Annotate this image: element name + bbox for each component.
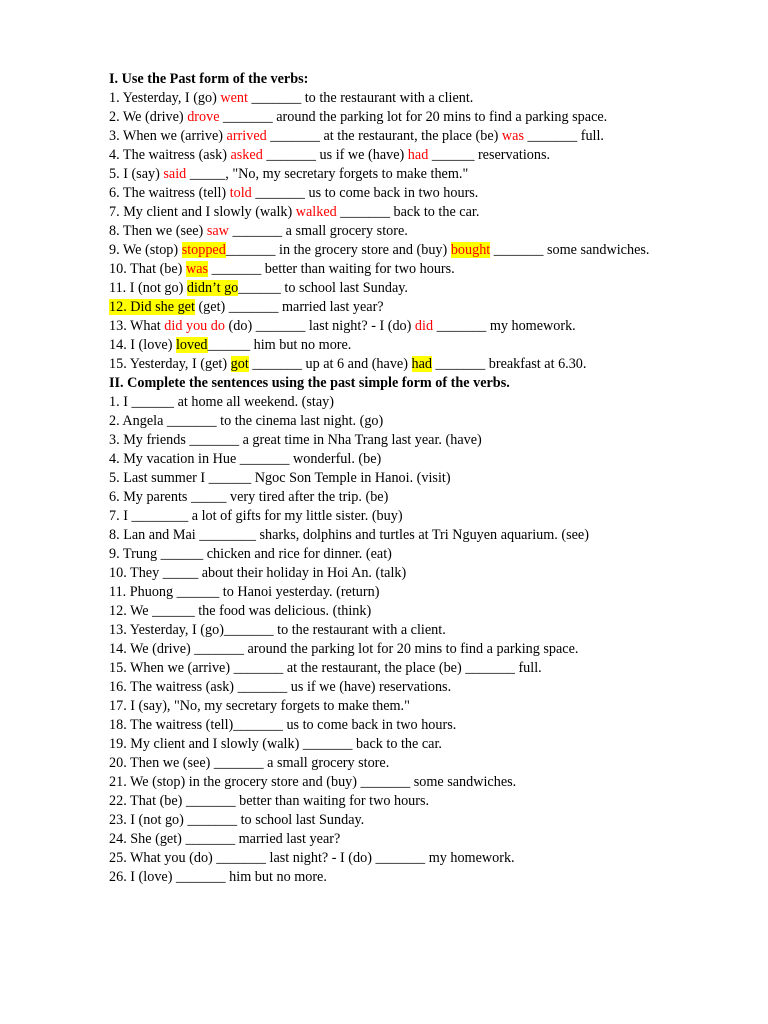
answer-text: saw <box>206 223 229 239</box>
sentence-text: (do) _______ last night? - I (do) <box>225 318 415 334</box>
exercise-item <box>109 146 749 165</box>
answer-text: drove <box>187 109 220 125</box>
exercise-item: 24. She (get) _______ married last year? <box>109 831 341 847</box>
sentence-text: 13. What <box>109 318 165 334</box>
sentence-text: 14. I (love) <box>109 337 176 353</box>
answer-text: walked <box>295 204 337 220</box>
sentence-text: _______ around the parking lot for 20 mins to find a parking space. <box>219 109 608 125</box>
exercise-item <box>109 355 749 374</box>
answer-text: asked <box>230 147 263 163</box>
exercise-item: 3. My friends _______ a great time in Nha Trang last year. (have) <box>109 432 482 448</box>
exercise-item: 18. The waitress (tell)_______ us to come back in two hours. <box>109 717 457 733</box>
answer-text: loved <box>175 337 208 353</box>
exercise-item: 4. My vacation in Hue _______ wonderful. (be) <box>109 451 382 467</box>
sentence-text: _______ us to come back in two hours. <box>251 185 479 201</box>
answer-text: did <box>414 318 434 334</box>
sentence-text: _______ breakfast at 6.30. <box>432 356 587 372</box>
exercise-item: 16. The waitress (ask) _______ us if we (have) reservations. <box>109 679 452 695</box>
sentence-text: 5. I (say) <box>109 166 164 182</box>
exercise-item: 23. I (not go) _______ to school last Sunday. <box>109 812 365 828</box>
sentence-text: _______ my homework. <box>433 318 576 334</box>
sentence-text: 9. We (stop) <box>109 242 182 258</box>
sentence-text: _______ some sandwiches. <box>490 242 650 258</box>
answer-text: stopped <box>181 242 226 258</box>
exercise-item: 6. My parents _____ very tired after the trip. (be) <box>109 489 389 505</box>
exercise-item: 13. Yesterday, I (go)_______ to the restaurant with a client. <box>109 622 446 638</box>
exercise-item <box>109 222 749 241</box>
answer-text: told <box>229 185 252 201</box>
answer-text: was <box>501 128 524 144</box>
exercise-item: 14. We (drive) _______ around the parking lot for 20 mins to find a parking space. <box>109 641 579 657</box>
exercise-item <box>109 317 749 336</box>
exercise-item <box>109 298 749 317</box>
exercise-item <box>109 89 749 108</box>
exercise-item: 1. I ______ at home all weekend. (stay) <box>109 394 334 410</box>
sentence-text: _______ at the restaurant, the place (be) <box>266 128 502 144</box>
sentence-text: _____, "No, my secretary forgets to make them." <box>186 166 469 182</box>
answer-text: arrived <box>226 128 267 144</box>
section-2-exercise-list <box>109 393 749 887</box>
exercise-item <box>109 279 749 298</box>
sentence-text: 15. Yesterday, I (get) <box>109 356 231 372</box>
answer-text: went <box>220 90 248 106</box>
sentence-text: _______ in the grocery store and (buy) <box>225 242 451 258</box>
sentence-text: _______ up at 6 and (have) <box>248 356 412 372</box>
exercise-item: 19. My client and I slowly (walk) _______ back to the car. <box>109 736 442 752</box>
sentence-text: 8. Then we (see) <box>109 223 207 239</box>
answer-text: did you do <box>164 318 225 334</box>
sentence-text: (get) _______ married last year? <box>194 299 384 315</box>
answer-text: got <box>230 356 249 372</box>
sentence-text: _______ to the restaurant with a client. <box>247 90 474 106</box>
section-2-heading: II. Complete the sentences using the past simple form of the verbs. <box>109 375 510 391</box>
exercise-item <box>109 165 749 184</box>
exercise-item: 10. They _____ about their holiday in Hoi An. (talk) <box>109 565 407 581</box>
exercise-item: 9. Trung ______ chicken and rice for dinner. (eat) <box>109 546 392 562</box>
sentence-text: _______ us if we (have) <box>262 147 408 163</box>
exercise-item: 25. What you (do) _______ last night? - I (do) _______ my homework. <box>109 850 515 866</box>
sentence-text: 7. My client and I slowly (walk) <box>109 204 296 220</box>
exercise-item: 2. Angela _______ to the cinema last night. (go) <box>109 413 384 429</box>
exercise-item: 11. Phuong ______ to Hanoi yesterday. (return) <box>109 584 380 600</box>
exercise-item <box>109 336 749 355</box>
exercise-item <box>109 260 749 279</box>
exercise-item: 26. I (love) _______ him but no more. <box>109 869 327 885</box>
answer-text: bought <box>450 242 491 258</box>
exercise-item: 17. I (say), "No, my secretary forgets to make them." <box>109 698 410 714</box>
answer-text: didn’t go <box>186 280 239 296</box>
exercise-item: 7. I ________ a lot of gifts for my little sister. (buy) <box>109 508 403 524</box>
sentence-text: 4. The waitress (ask) <box>109 147 231 163</box>
sentence-text: 2. We (drive) <box>109 109 188 125</box>
sentence-text: _______ better than waiting for two hours. <box>208 261 455 277</box>
exercise-item: 21. We (stop) in the grocery store and (buy) _______ some sandwiches. <box>109 774 517 790</box>
sentence-text: ______ reservations. <box>428 147 551 163</box>
sentence-text: 6. The waitress (tell) <box>109 185 230 201</box>
exercise-item <box>109 203 749 222</box>
section-1-exercise-list <box>109 89 749 374</box>
sentence-text: 1. Yesterday, I (go) <box>109 90 221 106</box>
exercise-item: 12. We ______ the food was delicious. (think) <box>109 603 372 619</box>
answer-text: had <box>407 147 429 163</box>
worksheet-page <box>109 70 749 887</box>
exercise-item: 15. When we (arrive) _______ at the restaurant, the place (be) _______ full. <box>109 660 542 676</box>
sentence-text: _______ full. <box>523 128 604 144</box>
sentence-text: 10. That (be) <box>109 261 186 277</box>
exercise-item <box>109 241 749 260</box>
exercise-item: 5. Last summer I ______ Ngoc Son Temple in Hanoi. (visit) <box>109 470 451 486</box>
exercise-item <box>109 127 749 146</box>
answer-text: had <box>411 356 432 372</box>
sentence-text: ______ to school last Sunday. <box>238 280 408 296</box>
answer-text: said <box>163 166 187 182</box>
answer-text: 12. Did she get <box>109 299 195 315</box>
exercise-item <box>109 108 749 127</box>
sentence-text: _______ back to the car. <box>336 204 480 220</box>
sentence-text: ______ him but no more. <box>207 337 352 353</box>
exercise-item <box>109 184 749 203</box>
section-1-heading: I. Use the Past form of the verbs: <box>109 71 309 87</box>
sentence-text: 3. When we (arrive) <box>109 128 227 144</box>
exercise-item: 20. Then we (see) _______ a small grocery store. <box>109 755 390 771</box>
answer-text: was <box>185 261 209 277</box>
exercise-item: 8. Lan and Mai ________ sharks, dolphins and turtles at Tri Nguyen aquarium. (see) <box>109 527 589 543</box>
sentence-text: _______ a small grocery store. <box>228 223 408 239</box>
exercise-item: 22. That (be) _______ better than waiting for two hours. <box>109 793 430 809</box>
sentence-text: 11. I (not go) <box>109 280 187 296</box>
